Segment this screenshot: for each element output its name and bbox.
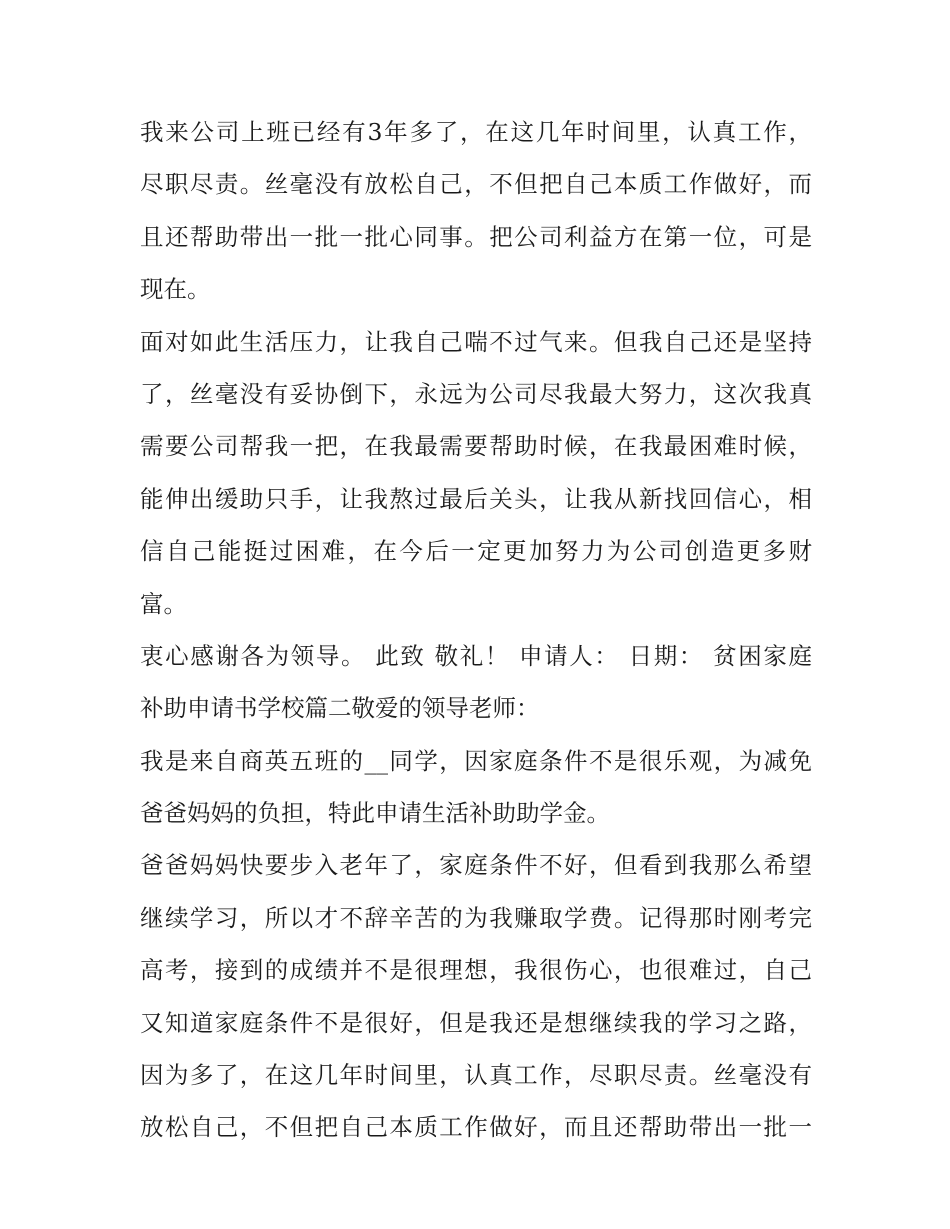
- paragraph-5: [140, 839, 812, 1153]
- text-line: 爸爸妈妈快要步入老年了，家庭条件不好，但看到我那么希望: [140, 851, 812, 880]
- text-line: 补助申请书学校篇二敬爱的领导老师：: [140, 694, 540, 723]
- paragraph-1: [140, 106, 812, 316]
- text-line: 又知道家庭条件不是很好，但是我还是想继续我的学习之路，: [140, 1008, 812, 1037]
- text-line: 继续学习，所以才不辞辛苦的为我赚取学费。记得那时刚考完: [140, 903, 812, 932]
- text-line: 信自己能挺过困难，在今后一定更加努力为公司创造更多财: [140, 537, 812, 566]
- text-line: 需要公司帮我一把，在我最需要帮助时候，在我最困难时候，: [140, 432, 812, 461]
- text-line: 因为多了，在这几年时间里，认真工作，尽职尽责。丝毫没有: [140, 1061, 812, 1090]
- text-line: 面对如此生活压力，让我自己喘不过气来。但我自己还是坚持: [140, 327, 812, 356]
- paragraph-2: [140, 316, 812, 630]
- text-line: 尽职尽责。丝毫没有放松自己，不但把自己本质工作做好，而: [140, 170, 812, 199]
- text-line: 富。: [140, 589, 187, 618]
- text-line: 且还帮助带出一批一批心同事。把公司利益方在第一位，可是: [140, 222, 812, 251]
- text-line: 了，丝毫没有妥协倒下，永远为公司尽我最大努力，这次我真: [140, 379, 812, 408]
- paragraph-4: [140, 735, 812, 840]
- text-line: 我来公司上班已经有3年多了，在这几年时间里，认真工作，: [140, 118, 812, 146]
- text-line: 高考，接到的成绩并不是很理想，我很伤心，也很难过，自己: [140, 956, 812, 985]
- text-line: 衷心感谢各为领导。 此致 敬礼！ 申请人： 日期： 贫困家庭: [140, 641, 812, 670]
- document-body: [140, 106, 812, 1154]
- text-line: 能伸出缓助只手，让我熬过最后关头，让我从新找回信心，相: [140, 484, 812, 513]
- text-line: 现在。: [140, 275, 211, 304]
- text-line: 放松自己，不但把自己本质工作做好，而且还帮助带出一批一: [140, 1113, 812, 1142]
- text-line: 爸爸妈妈的负担，特此申请生活补助助学金。: [140, 799, 610, 828]
- text-line: 我是来自商英五班的__同学，因家庭条件不是很乐观，为减免: [140, 746, 812, 775]
- paragraph-3: [140, 630, 812, 735]
